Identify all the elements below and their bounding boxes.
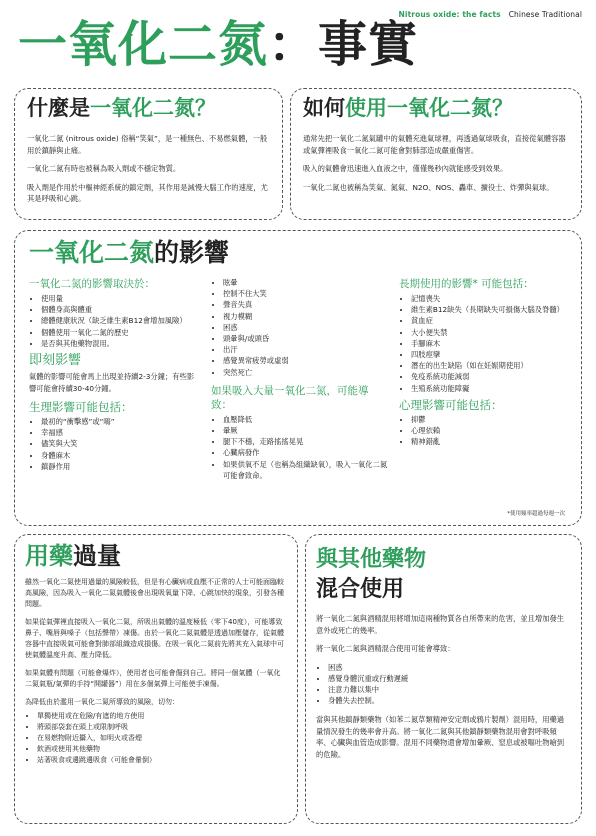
footnote: *使用頻率超過每週一次 <box>507 511 565 517</box>
mixing-box <box>305 534 582 824</box>
immediate-title: 即刻影響 <box>29 353 82 369</box>
mixing-heading-a: 與其他藥物 <box>316 547 427 572</box>
list-item: • 腿下不穩，走路搖搖晃晃 <box>223 436 389 447</box>
title-black: 事實 <box>318 16 419 73</box>
list-item: • 最初的“衝擊感”或“嗨” <box>41 416 201 427</box>
effects-box <box>14 230 582 526</box>
title-green: 一氧化二氮 <box>18 16 269 73</box>
effects-heading: 一氧化二氮的影響 <box>29 238 230 267</box>
list-item: • 心臟病發作 <box>223 447 389 458</box>
overdose-p2: 如果從氣彈裡直接吸入一氧化二氮，所吸出氣體的溫度極低（零下40度），可能導致鼻子、嘴唇與嗓子（包括聲帶）凍傷。由於一氧化二氮氣體是透過加壓儲存，從氣體容器中直接吸氣可能會對肺部組織造成損傷。在吸一氧化二氮前先將其充入氣球中可使氣體溫度升高、壓力降低。 <box>25 618 284 659</box>
what-is-p3: 吸入劑是作用於中樞神經系統的鎮定劑，其作用是減慢大腦工作的速度，尤其是呼吸和心跳。 <box>27 182 268 203</box>
series-label <box>399 10 582 19</box>
psych-title: 心理影響可能包括： <box>399 397 503 412</box>
list-item: • 感覺身體沉重或行動遲緩 <box>328 673 571 684</box>
list-item: • 出汗 <box>223 344 389 355</box>
list-item: • 如果供氧不足（也稱為組織缺氧），吸入一氧化二氮可能會致命。 <box>223 459 389 481</box>
list-item: • 幸福感 <box>41 427 201 438</box>
list-item: • 四肢痙攣 <box>411 349 567 360</box>
effects-col-3 <box>399 277 567 451</box>
list-item: • 眩暈 <box>223 277 389 288</box>
list-item: • 控制不住大笑 <box>223 288 389 299</box>
list-item: • 抑鬱 <box>411 414 567 425</box>
depends-title: 一氧化二氮的影響取決於： <box>29 278 155 290</box>
how-used-p1: 通常先把一氧化二氮氣罐中的氣體充進氣球裡，再透過氣球吸食，直接從氣體容器或氣彈裡吸食一氧化二氮可能會對肺部造成嚴重傷害。 <box>303 134 566 155</box>
list-item: • 站著吸食或邊跳邊吸食（可能會暈倒） <box>37 755 287 766</box>
immediate-text: 氣體的影響可能會馬上出現並持續2-3分鐘；有些影響可能會持續30-40分鐘。 <box>29 372 195 393</box>
list-item: • 鎮靜作用 <box>41 461 201 472</box>
psych-list <box>399 414 567 448</box>
list-item: • 聲音失真 <box>223 299 389 310</box>
overdose-box <box>14 534 298 824</box>
list-item: • 困惑 <box>223 322 389 333</box>
list-item: • 手腳麻木 <box>411 338 567 349</box>
list-item: • 維生素B12缺失（長期缺失可損傷大腦及脊髓） <box>411 304 567 315</box>
mixing-heading-b: 混合使用 <box>316 577 405 602</box>
mixing-heading <box>316 545 571 605</box>
list-item: • 是否與其他藥物混用。 <box>41 338 201 349</box>
overdose-heading: 用藥過量 <box>25 542 121 570</box>
overdose-p1: 雖然一氧化二氮使用過量的風險較低，但是有心臟病或血壓不正常的人士可能面臨較高風險，因為吸入一氧化二氮氣體後會出現吸氧量下降、心跳加快的現象，引發各種問題。 <box>25 578 284 608</box>
list-item: • 身體失去控制。 <box>328 695 571 706</box>
physio-list-cont <box>211 277 389 378</box>
list-item: • 個體使用一氧化二氮的歷史 <box>41 327 201 338</box>
effects-col-1 <box>29 277 201 476</box>
what-is-p1: 一氧化二氮 (nitrous oxide) 俗稱“笑氣”，是一種無色、不易燃氣體，一般用於鎮靜與止痛。 <box>27 134 268 155</box>
list-item: • 潛在的出生缺陷（如在妊娠期使用） <box>411 360 567 371</box>
list-item: • 注意力難以集中 <box>328 684 571 695</box>
what-is-box <box>14 88 283 220</box>
mixing-p2: 將一氧化二氮與酒精混合使用可能會導致： <box>316 644 455 653</box>
list-item: • 困惑 <box>328 662 571 673</box>
effects-col-2 <box>211 277 389 485</box>
list-item: • 飲酒或使用其他藥物 <box>37 744 287 755</box>
list-item: • 儘笑與大笑 <box>41 438 201 449</box>
physio-list <box>29 416 201 472</box>
what-is-p2: 一氧化二氮有時也被稱為吸入劑或不穩定物質。 <box>27 164 181 173</box>
overdose-reduce-list <box>25 711 287 766</box>
title-colon: ： <box>268 16 319 73</box>
list-item: • 單獨使用或在危險/有遮的地方使用 <box>37 711 287 722</box>
list-item: • 感覺異常疲勞或虛弱 <box>223 355 389 366</box>
language-label: Chinese Traditional <box>508 10 582 19</box>
how-used-p2: 吸入的氣體會迅速進入血液之中，僅僅幾秒內就能感受到效果。 <box>303 164 508 173</box>
list-item: • 使用量 <box>41 293 201 304</box>
how-used-p3: 一氧化二氮也被稱為笑氣、氮氣、N2O、NOS、轟車、擴役士、炸彈與氣球。 <box>303 182 554 192</box>
list-item: • 在易燃物附近攝入，如明火或香煙 <box>37 733 287 744</box>
overdose-reduce-intro: 為降低由於濫用一氧化二氮所導致的風險，切勿： <box>25 698 179 706</box>
list-item: • 記憶喪失 <box>411 293 567 304</box>
large-dose-list <box>211 414 389 481</box>
list-item: • 貧血症 <box>411 315 567 326</box>
list-item: • 個體身高與體重 <box>41 304 201 315</box>
list-item: • 暈厥 <box>223 425 389 436</box>
list-item: • 心理依賴 <box>411 425 567 436</box>
list-item: • 免疫系統功能減弱 <box>411 371 567 382</box>
long-term-title: 長期使用的影響* 可能包括： <box>399 278 534 290</box>
mixing-list <box>316 662 571 707</box>
depends-list <box>29 293 201 349</box>
list-item: • 頭暈與/或頭昏 <box>223 333 389 344</box>
overdose-p3: 如果氣體有問題（可能會爆炸），使用者也可能會傷到自己。將同一個氣體（一氧化二氮氣瓶/氣彈的手持“開罐器”）用在多個氣彈上可能使手凍傷。 <box>25 669 281 688</box>
list-item: • 視力模糊 <box>223 311 389 322</box>
physio-title: 生理影響可能包括： <box>29 400 133 415</box>
mixing-p1: 將一氧化二氮與酒精混用將增加這兩種物質各自所帶來的危害，並且增加發生意外或死亡的幾率。 <box>316 614 565 635</box>
long-term-list <box>399 293 567 394</box>
list-item: • 身體麻木 <box>41 450 201 461</box>
list-item: • 精神錯亂 <box>411 436 567 447</box>
page-title <box>18 18 418 72</box>
what-is-heading: 什麼是一氧化二氮？ <box>27 96 216 120</box>
list-item: • 突然死亡 <box>223 367 389 378</box>
list-item: • 總體健康狀況（缺乏維生素B12會增加風險） <box>41 315 201 326</box>
list-item: • 將頭部袋套在頭上或限制呼吸 <box>37 722 287 733</box>
how-used-heading: 如何使用一氧化二氮？ <box>303 96 513 120</box>
list-item: • 血壓降低 <box>223 414 389 425</box>
series-name: Nitrous oxide: the facts <box>398 10 501 19</box>
mixing-closing: 當與其他鎮靜類藥物（如苯二氮草類精神安定劑或鴉片製劑）混用時，用藥過量情況發生的幾率會升高。將一氧化二氮與其他鎮靜類藥物混用會對呼吸頻率、心臟與血管造成影響。混用不同藥物還會增加暈厥、窒息或被嘔吐物嗆到的危險。 <box>316 715 565 759</box>
how-used-box <box>290 88 582 220</box>
large-dose-title: 如果吸入大量一氧化二氮，可能導致： <box>211 384 369 411</box>
list-item: • 生殖系統功能障礙 <box>411 383 567 394</box>
list-item: • 大小便失禁 <box>411 327 567 338</box>
